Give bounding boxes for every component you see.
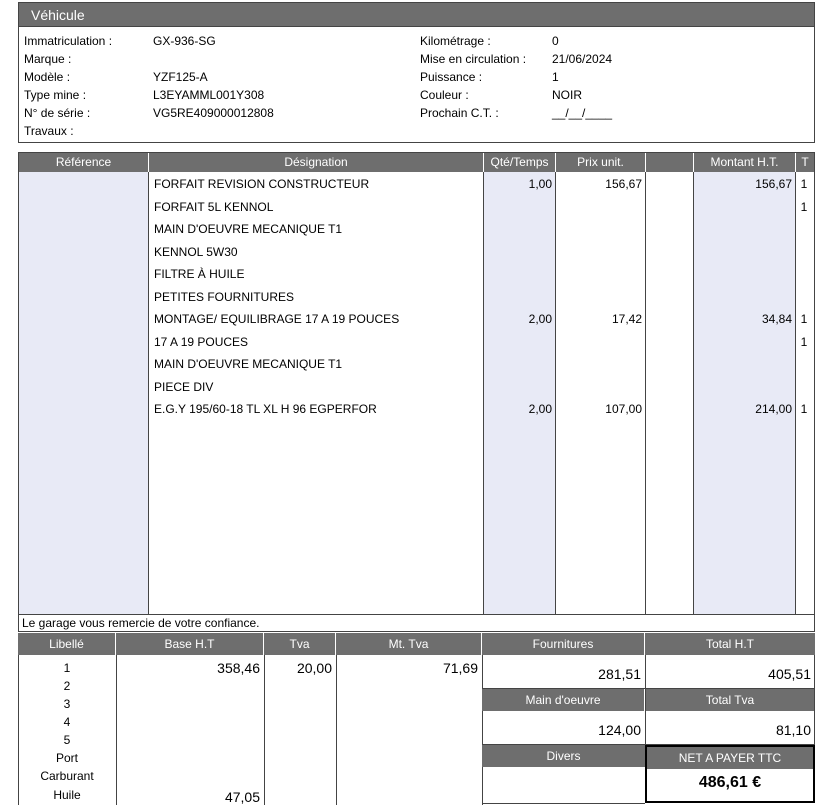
type-mine-value: L3EYAMML001Y308 [153, 88, 265, 102]
vehicle-row [19, 68, 814, 86]
power-value: 1 [552, 70, 559, 84]
vat-label-2: 2 [63, 679, 71, 693]
table-row [19, 263, 814, 286]
table-row [19, 376, 814, 399]
line-t: 1 [800, 199, 808, 214]
line-amount: 214,00 [755, 402, 792, 416]
line-designation: MAIN D'OEUVRE MECANIQUE T1 [154, 222, 343, 236]
divers-header: Divers [482, 745, 645, 767]
power-label: Puissance : [420, 70, 483, 84]
next-inspection-value: __/__/____ [552, 106, 613, 120]
line-designation: PIECE DIV [154, 379, 214, 394]
header-amount: Montant H.T. [694, 153, 796, 172]
invoice-lines-table [18, 152, 815, 615]
header-unit-price: Prix unit. [556, 153, 646, 172]
vehicle-row [19, 86, 814, 104]
vat-rate-1: 20,00 [296, 660, 332, 676]
line-t: 1 [800, 402, 808, 416]
vat-amount-1: 71,69 [442, 660, 478, 676]
mileage-label: Kilométrage : [420, 34, 491, 48]
table-row [19, 241, 814, 264]
vehicle-row [19, 122, 814, 140]
color-value: NOIR [552, 88, 582, 102]
vat-label-1: 1 [63, 661, 71, 675]
table-row [19, 353, 814, 376]
first-registration-label: Mise en circulation : [420, 52, 527, 66]
vat-header-tva: Tva [264, 633, 336, 655]
grid-line [645, 655, 646, 745]
line-t: 1 [800, 312, 808, 326]
line-qty: 2,00 [528, 312, 552, 326]
header-t: T [796, 153, 814, 172]
line-unit-price: 107,00 [605, 402, 642, 416]
serial-label: N° de série : [24, 106, 91, 120]
fournitures-header: Fournitures [482, 633, 645, 655]
table-row [19, 331, 814, 354]
registration-value: GX-936-SG [153, 34, 216, 48]
vehicle-info-box [18, 27, 815, 143]
net-to-pay-value: 486,61 € [698, 774, 762, 791]
header-reference: Référence [19, 153, 149, 172]
grid-line [482, 803, 645, 804]
vat-label-5: 5 [63, 733, 71, 747]
vat-label-3: 3 [63, 697, 71, 711]
fournitures-value: 281,51 [598, 666, 641, 682]
line-designation: MONTAGE/ EQUILIBRAGE 17 A 19 POUCES [154, 312, 400, 326]
grid-line [336, 655, 337, 805]
header-qty: Qté/Temps [484, 153, 556, 172]
table-row [19, 308, 814, 331]
main-oeuvre-header: Main d'oeuvre [482, 689, 645, 711]
serial-value: VG5RE409000012808 [153, 106, 274, 120]
table-row [19, 196, 814, 219]
total-tva-header: Total Tva [645, 689, 815, 711]
line-unit-price: 17,42 [611, 312, 642, 326]
line-amount: 34,84 [761, 312, 792, 326]
line-designation: E.G.Y 195/60-18 TL XL H 96 EGPERFOR [154, 402, 377, 416]
line-designation: MAIN D'OEUVRE MECANIQUE T1 [154, 357, 343, 371]
model-value: YZF125-A [153, 70, 208, 84]
works-label: Travaux : [24, 124, 74, 138]
vat-base-huile: 47,05 [224, 789, 260, 805]
total-ht-value: 405,51 [768, 666, 811, 682]
grid-line [482, 688, 815, 689]
line-t: 1 [800, 177, 808, 191]
color-label: Couleur : [420, 88, 469, 102]
vat-label-carburant: Carburant [40, 769, 94, 783]
type-mine-label: Type mine : [24, 88, 87, 102]
vat-header-label: Libellé [18, 633, 116, 655]
table-row [19, 218, 814, 241]
table-row [19, 398, 814, 421]
total-ht-header: Total H.T [645, 633, 815, 655]
header-designation: Désignation [149, 153, 484, 172]
grid-line [264, 655, 265, 805]
vat-label-port: Port [55, 751, 78, 765]
total-tva-value: 81,10 [775, 722, 811, 738]
net-to-pay-header: NET A PAYER TTC [647, 747, 813, 769]
registration-label: Immatriculation : [24, 34, 113, 48]
vehicle-row [19, 104, 814, 122]
line-designation: KENNOL 5W30 [154, 244, 238, 259]
vat-base-1: 358,46 [217, 660, 260, 676]
line-designation: FILTRE À HUILE [154, 267, 245, 281]
line-amount: 156,67 [755, 177, 792, 191]
main-oeuvre-value: 124,00 [598, 722, 641, 738]
header-blank [646, 153, 694, 172]
brand-label: Marque : [24, 52, 72, 66]
grid-line [116, 655, 117, 805]
line-designation: PETITES FOURNITURES [154, 289, 295, 304]
line-unit-price: 156,67 [605, 177, 642, 191]
vat-label-4: 4 [63, 715, 71, 729]
thank-you-note: Le garage vous remercie de votre confiance. [18, 615, 815, 632]
next-inspection-label: Prochain C.T. : [420, 106, 499, 120]
line-designation: FORFAIT REVISION CONSTRUCTEUR [154, 177, 370, 191]
line-designation: FORFAIT 5L KENNOL [154, 199, 274, 214]
model-label: Modèle : [24, 70, 71, 84]
vehicle-row [19, 32, 814, 50]
vehicle-row [19, 50, 814, 68]
vat-label-huile: Huile [53, 788, 81, 802]
vehicle-section-title: Véhicule [18, 2, 815, 27]
table-row [19, 173, 814, 196]
line-qty: 2,00 [528, 402, 552, 416]
net-to-pay-box [645, 745, 815, 803]
line-qty: 1,00 [528, 177, 552, 191]
line-t: 1 [800, 334, 808, 349]
grid-line [814, 655, 815, 745]
vat-header-base: Base H.T [116, 633, 264, 655]
table-row [19, 286, 814, 309]
mileage-value: 0 [552, 34, 559, 48]
vat-header-mt-tva: Mt. Tva [336, 633, 482, 655]
line-designation: 17 A 19 POUCES [154, 334, 249, 349]
first-registration-value: 21/06/2024 [552, 52, 613, 66]
